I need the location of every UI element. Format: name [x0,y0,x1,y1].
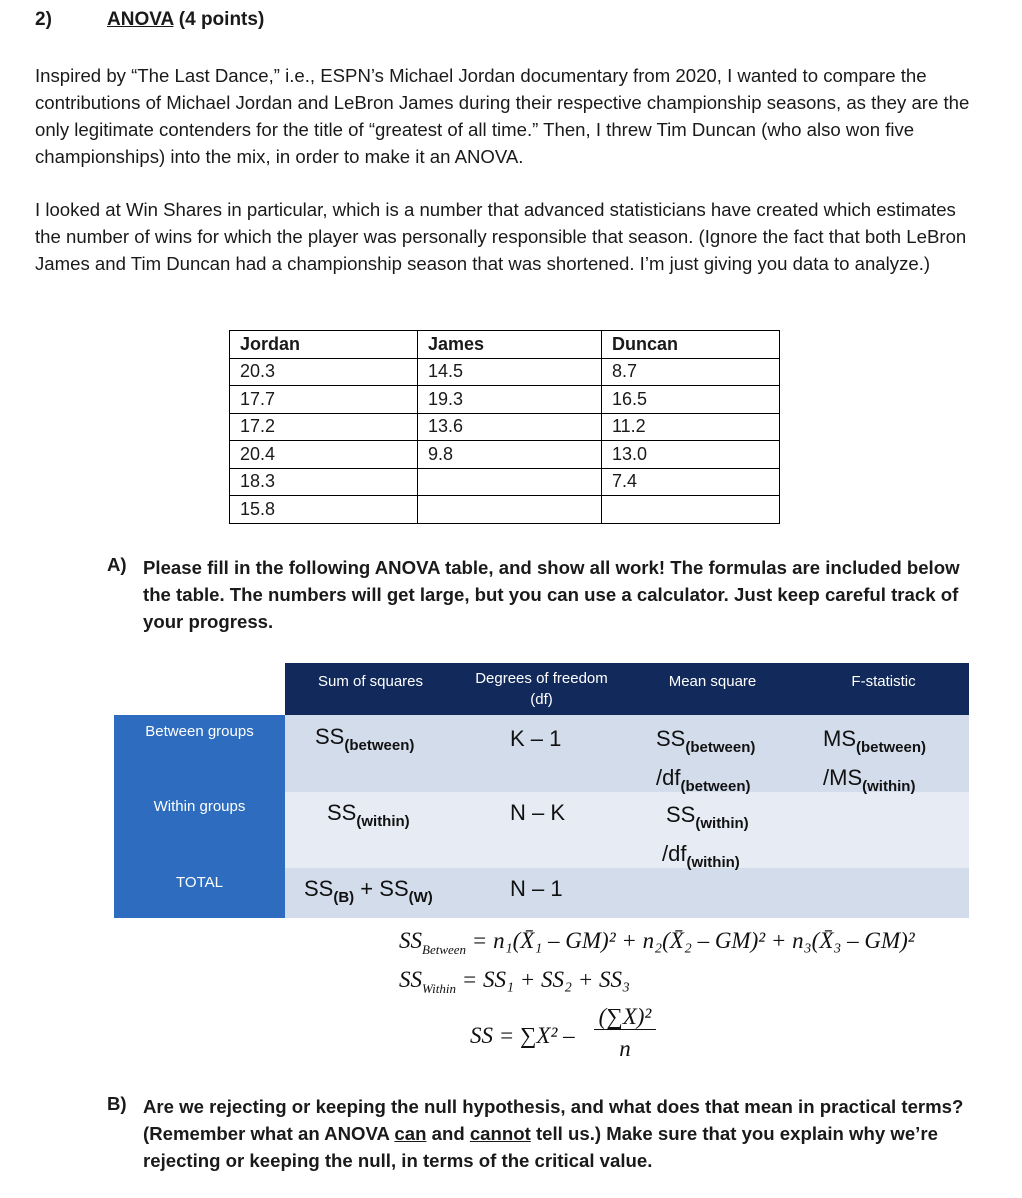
table-cell: 9.8 [418,441,602,469]
total-ss-cell [304,876,433,906]
table-cell: 19.3 [418,386,602,414]
header-jordan: Jordan [230,331,418,359]
table-cell: 8.7 [602,358,780,386]
table-cell: 20.3 [230,358,418,386]
within-ms-l1-main: SS [666,802,696,827]
between-ms-line1 [656,724,755,763]
f2-lhs-sub: Within [422,981,456,996]
intro-paragraph-1: Inspired by “The Last Dance,” i.e., ESPN’s Michael Jordan documentary from 2020, I wanted to compare the contributions of Michael Jordan and LeBron James during their respective championship seasons, as they are the only legitimate contenders for the title of “greatest of all time.” Then, I threw Tim Duncan (who also won five championships) into the mix, in order to make it an ANOVA. [35,65,970,167]
part-b-label: B) [107,1093,127,1114]
header-mean-square: Mean square [627,663,798,715]
formula-ss-between [399,928,915,958]
f2-rhs: = SS₁ + SS₂ + SS₃ [461,967,631,992]
total-ss-a: SS [304,876,334,901]
table-cell: 20.4 [230,441,418,469]
part-b-text-3: tell us.) Make sure that you explain why we’re rejecting or keeping the null, in terms of the critical value. [143,1123,938,1171]
total-ss-b: SS [379,876,409,901]
table-cell: 14.5 [418,358,602,386]
table-row [230,386,780,414]
within-ms-l2-main: /df [662,841,687,866]
between-ms-cell [656,724,755,802]
f2-lhs: SS [399,967,422,992]
between-f-l2-sub: (within) [862,778,916,795]
between-ss-main: SS [315,724,345,749]
row-label-within: Within groups [114,792,285,868]
question-points: (4 points) [173,9,265,30]
question-title-text: ANOVA [107,9,174,30]
between-f-line1 [823,724,926,763]
between-f-l1-main: MS [823,726,856,751]
total-ss-b-sub: (W) [408,889,433,906]
part-a-text: Please fill in the following ANOVA table, and show all work! The formulas are included below the table. The numbers will get large, but you can use a calculator. Just keep careful track of your progress. [143,557,960,632]
table-row [230,496,780,524]
table-cell: 13.0 [602,441,780,469]
f3-lhs: SS = ∑X² – [470,1023,575,1048]
table-cell: 18.3 [230,468,418,496]
total-plus: + [354,876,380,901]
between-df-cell: K – 1 [510,726,562,751]
f1-lhs: SS [399,928,422,953]
table-cell [418,468,602,496]
table-row [230,441,780,469]
row-label-between: Between groups [114,715,285,792]
within-ms-cell [662,800,749,878]
between-ms-l1-sub: (between) [685,739,756,756]
between-ms-l2-main: /df [656,765,681,790]
within-ss-sub: (within) [356,813,410,830]
part-b-text-1: Are we rejecting or keeping the null hypothesis, and what does that mean in practical terms? (Remember what an ANOVA [143,1096,964,1144]
between-ms-l1-main: SS [656,726,686,751]
win-shares-table [229,330,780,524]
table-row [230,468,780,496]
within-ms-l1-sub: (within) [695,815,749,832]
part-b-cannot: cannot [469,1123,531,1144]
table-cell: 13.6 [418,413,602,441]
between-f-line2 [823,763,926,802]
header-james: James [418,331,602,359]
between-ss-sub: (between) [344,737,415,754]
within-ms-l2-sub: (within) [686,854,740,871]
between-ms-line2 [656,763,755,802]
table-cell: 17.7 [230,386,418,414]
header-f-statistic: F-statistic [798,663,969,715]
part-b-text-2: and [426,1123,470,1144]
within-ms-line2 [662,839,749,878]
table-cell [602,496,780,524]
between-f-l2-main: /MS [823,765,863,790]
header-duncan: Duncan [602,331,780,359]
intro-paragraph-2: I looked at Win Shares in particular, which is a number that advanced statisticians have created which estimates the number of wins for which the player was personally responsible that season. (Ignore the fact that both LeBron James and Tim Duncan had a championship season that was shortened. I’m just giving you data to analyze.) [35,199,967,274]
table-cell: 11.2 [602,413,780,441]
between-f-cell [823,724,926,802]
table-row [230,358,780,386]
within-ss-main: SS [327,800,357,825]
table-header-row [230,331,780,359]
between-ms-l2-sub: (between) [680,778,751,795]
formula-ss [470,1023,575,1049]
row-label-total: TOTAL [114,868,285,918]
f1-lhs-sub: Between [422,942,467,957]
within-ss-cell [327,800,410,830]
within-df-cell: N – K [510,800,566,825]
part-b-text [143,1093,983,1174]
between-ss-cell [315,724,414,754]
table-cell: 16.5 [602,386,780,414]
table-cell: 15.8 [230,496,418,524]
table-cell: 17.2 [230,413,418,441]
part-a-label: A) [107,554,127,575]
table-cell [418,496,602,524]
part-b-can: can [394,1123,427,1144]
f1-rhs: = n₁(X̄₁ – GM)² + n₂(X̄₂ – GM)² + n₃(X̄₃ – GM)² [471,928,915,953]
between-f-l1-sub: (between) [856,739,927,756]
total-ss-a-sub: (B) [333,889,355,906]
total-df-cell: N – 1 [510,876,563,901]
within-ms-line1 [666,800,749,839]
formula-ss-denominator: n [619,1036,631,1061]
header-degrees-of-freedom: Degrees of freedom (df) [456,663,627,715]
header-sum-of-squares: Sum of squares [285,663,456,715]
question-title [107,9,264,31]
table-cell: 7.4 [602,468,780,496]
question-number: 2) [35,9,52,30]
table-row [230,413,780,441]
formula-ss-within [399,967,630,997]
formula-ss-numerator: (∑X)² [594,1005,656,1030]
